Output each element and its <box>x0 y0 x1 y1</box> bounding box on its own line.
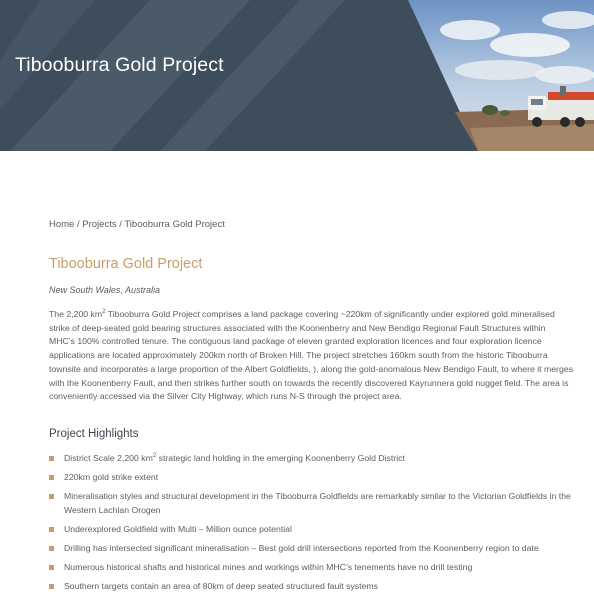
bullet-square-icon <box>49 475 54 480</box>
breadcrumb-projects-link[interactable]: Projects <box>82 219 117 230</box>
highlights-list <box>49 452 579 599</box>
breadcrumb-separator: / <box>74 219 83 230</box>
breadcrumb-home-link[interactable]: Home <box>49 219 75 230</box>
superscript-2: 2 <box>102 309 106 316</box>
list-item <box>49 580 579 594</box>
highlight-text-rest: strategic land holding in the emerging Koonenberry Gold District <box>156 453 405 463</box>
list-item <box>49 471 579 485</box>
list-item <box>49 452 579 466</box>
list-item <box>49 490 579 517</box>
highlight-text: Mineralisation styles and structural development in the Tibooburra Goldfields are remarkably similar to the Victorian Goldfields in the Western Lachlan Orogen <box>64 491 571 515</box>
highlight-text: Drilling has intersected significant mineralisation – Best gold drill intersections reported from the Koonenberry region to date <box>64 542 539 553</box>
intro-text-start: The 2,200 km <box>49 309 103 319</box>
list-item <box>49 523 579 537</box>
project-location: New South Wales, Australia <box>49 285 161 295</box>
bullet-square-icon <box>49 584 54 589</box>
project-description <box>49 308 573 404</box>
superscript-2: 2 <box>152 453 157 460</box>
bullet-square-icon <box>49 527 54 532</box>
intro-text-rest: Tibooburra Gold Project comprises a land package covering ~220km of significantly under explored gold mineralised strike of deep-seated gold bearing structures associated with the Koonenberry and New Bendigo Regional Fault Structures within MHC’s 100% controlled tenure. The contiguous land package of eleven granted exploration licences and four exploration licence applications are located approximately 200km north of Broken Hill. The project stretches 160km south from the historic Tibooburra townsite and incorporates a large proportion of the Albert Goldfields, ), along the gold-anomalous New Bendigo Fault, to where it merges with the Koonenberry Fault, and then strikes further south on towards the recently discovered Kayrunnera gold nugget field. The area is conveniently accessed via the Silver City Highway, which runs N-S through the project area. <box>49 309 573 402</box>
breadcrumb <box>49 219 225 230</box>
list-item <box>49 561 579 575</box>
highlight-text: 220km gold strike extent <box>64 472 159 483</box>
list-item <box>49 542 579 556</box>
breadcrumb-current: Tibooburra Gold Project <box>124 219 225 230</box>
hero-banner <box>0 0 594 151</box>
highlight-text-start: District Scale 2,200 km <box>64 453 153 463</box>
bullet-square-icon <box>49 456 54 461</box>
bullet-square-icon <box>49 494 54 499</box>
hero-title: Tibooburra Gold Project <box>15 54 224 76</box>
breadcrumb-separator: / <box>116 219 125 230</box>
highlight-text: Underexplored Goldfield with Multi – Million ounce potential <box>64 523 292 534</box>
page-title: Tibooburra Gold Project <box>49 256 203 272</box>
highlight-text: Numerous historical shafts and historical mines and workings within MHC’s tenements have no drill testing <box>64 562 473 573</box>
highlight-text: Southern targets contain an area of 80km of deep seated structured fault systems <box>64 581 378 592</box>
bullet-square-icon <box>49 546 54 551</box>
bullet-square-icon <box>49 565 54 570</box>
highlights-heading: Project Highlights <box>49 428 139 440</box>
